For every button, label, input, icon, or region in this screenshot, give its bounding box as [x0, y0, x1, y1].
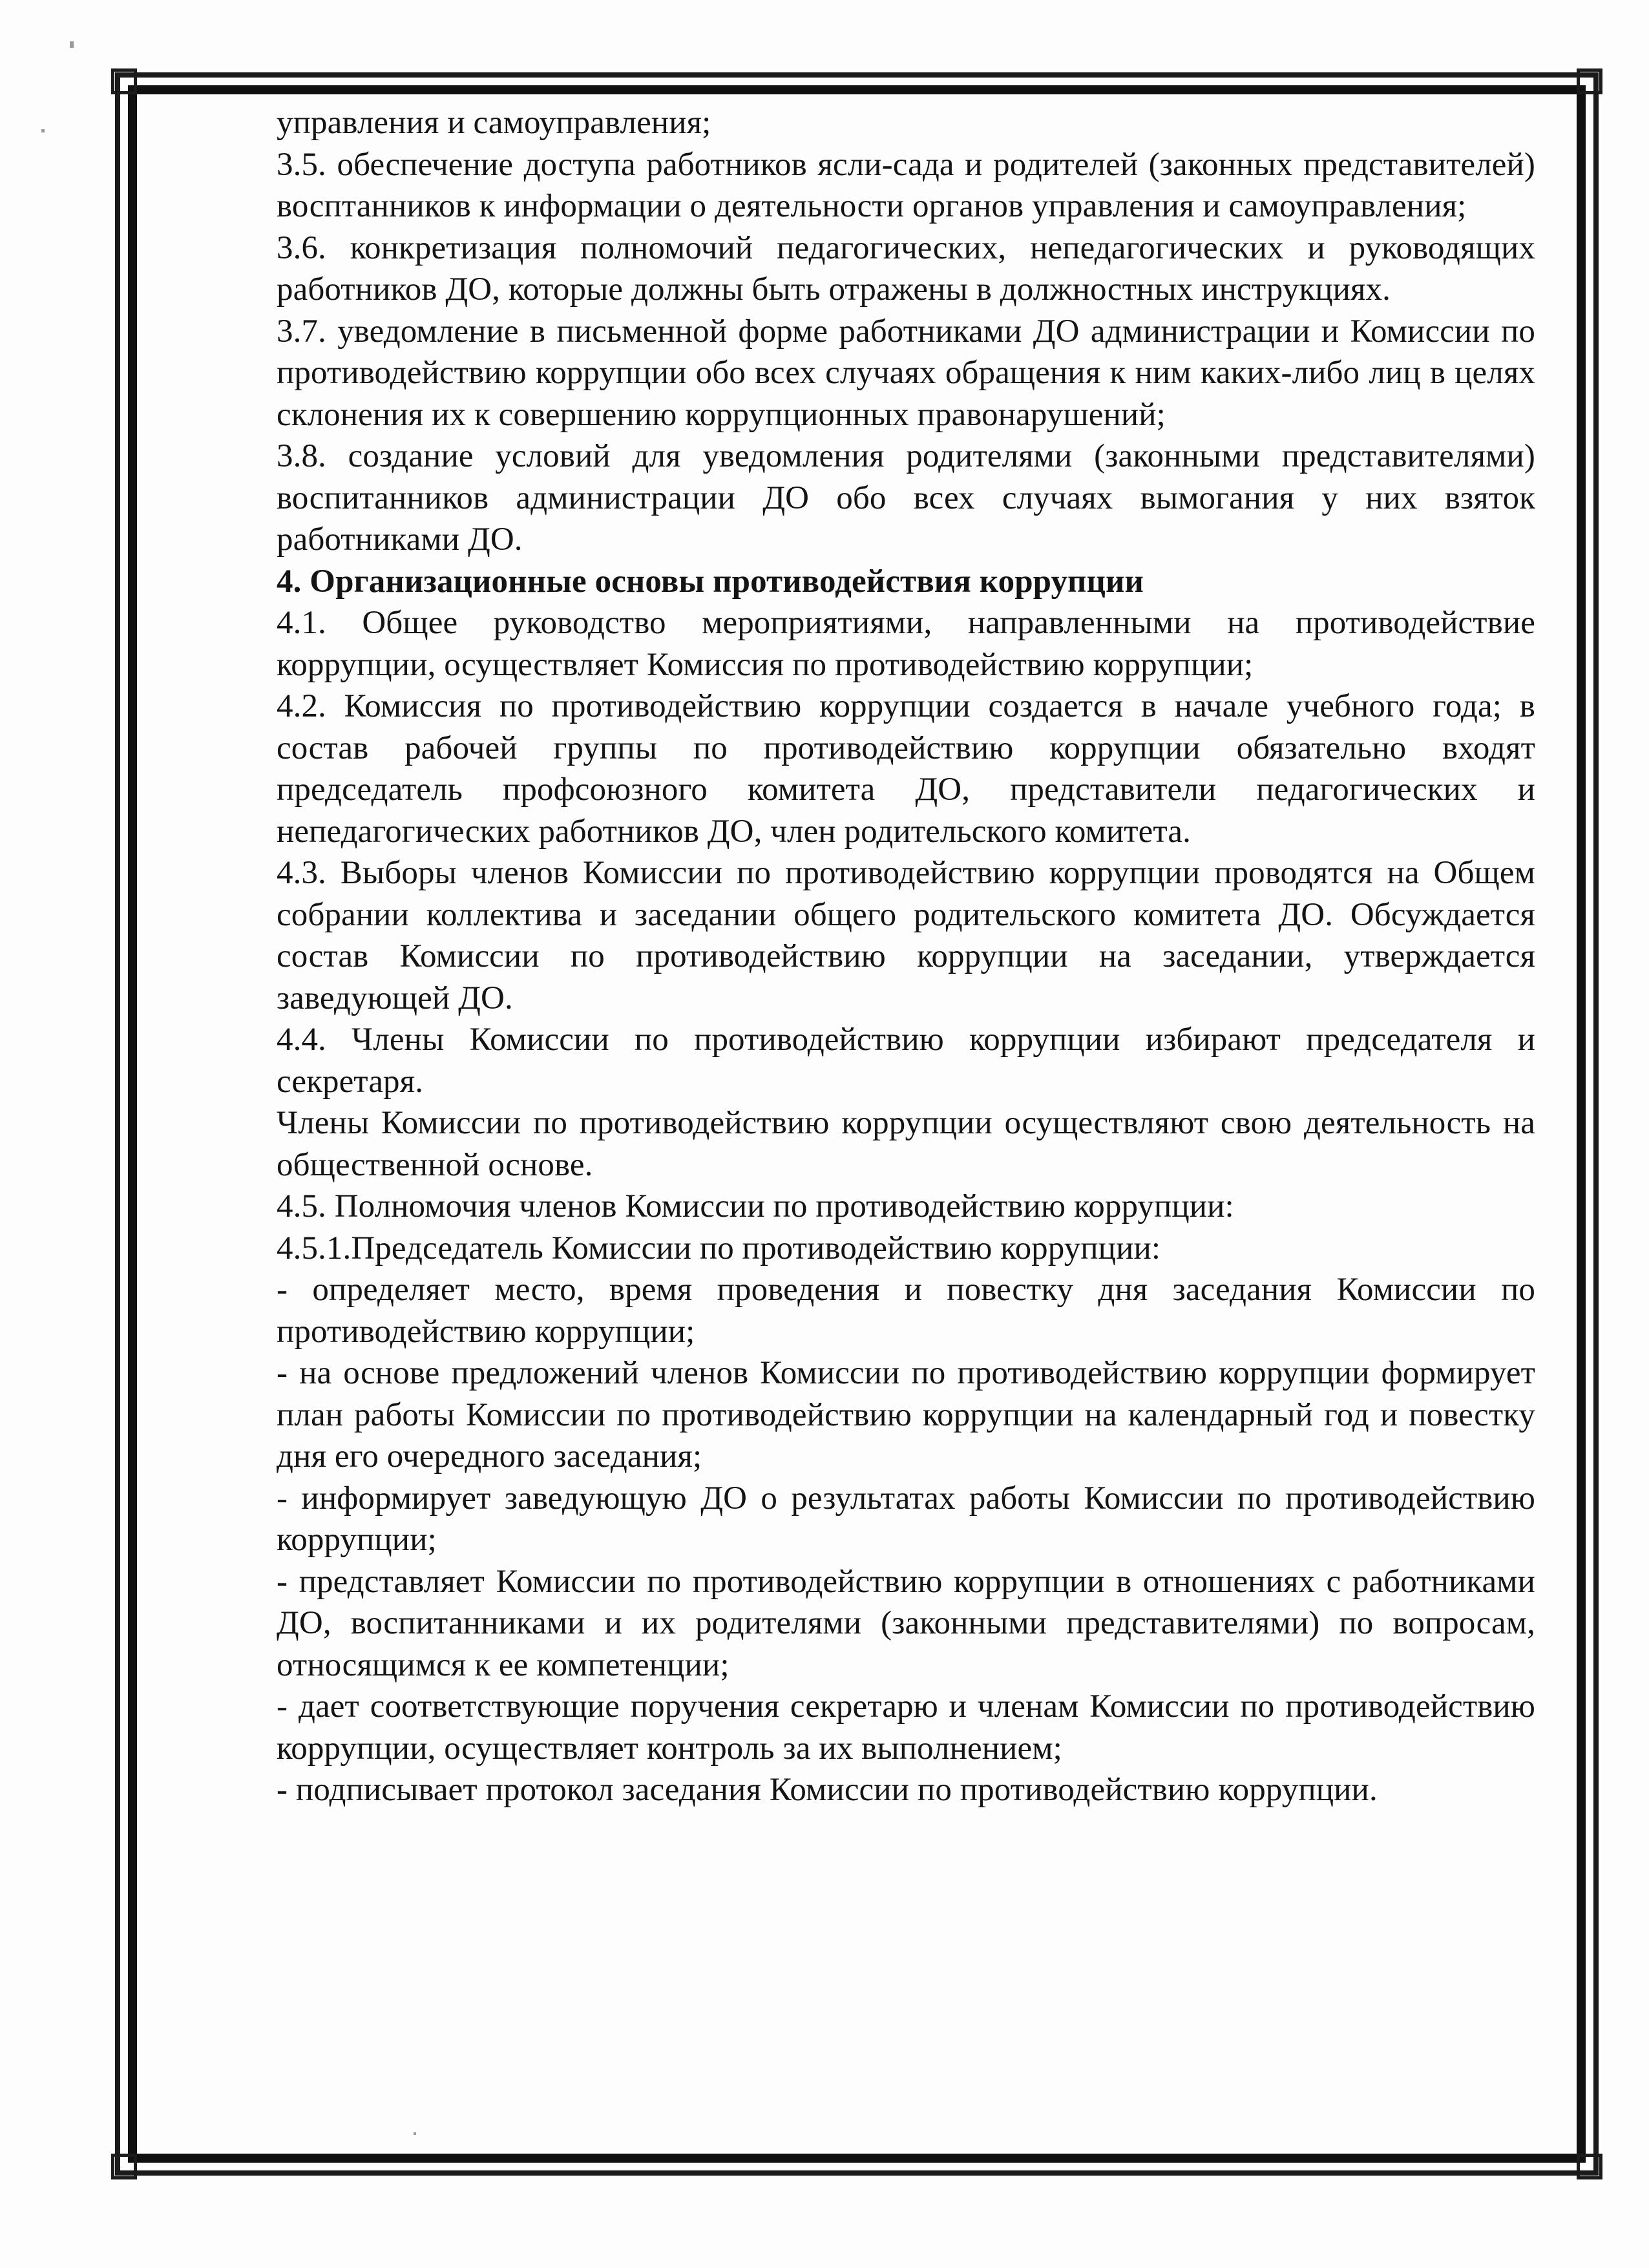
paragraph-3-8: 3.8. создание условий для уведомления родителями (законными представителями) воспитанников администрации ДО обо всех случаях вымогания у них взяток работниками ДО. [277, 438, 1535, 558]
paragraph-4-4-continued: Члены Комиссии по противодействию коррупции осуществляют свою деятельность на общественной основе. [277, 1105, 1535, 1183]
border-corner-ornament [111, 2154, 137, 2179]
scan-speck [41, 129, 45, 132]
border-corner-ornament [1577, 2154, 1602, 2179]
paragraph-4-5-1: 4.5.1.Председатель Комиссии по противодействию коррупции: [277, 1230, 1161, 1266]
paragraph-4-4: 4.4. Члены Комиссии по противодействию коррупции избирают председателя и секретаря. [277, 1022, 1535, 1100]
paragraph-4-3: 4.3. Выборы членов Комиссии по противодействию коррупции проводятся на Общем собрании коллектива и заседании общего родительского комитета ДО. Обсуждается состав Комиссии по противодействию коррупции на заседании, утверждается заведующей ДО. [277, 855, 1535, 1016]
document-body [277, 102, 1535, 1811]
border-corner-ornament [1577, 68, 1602, 94]
list-item: - информирует заведующую ДО о результатах работы Комиссии по противодействию коррупции; [277, 1480, 1535, 1558]
paragraph-4-1: 4.1. Общее руководство мероприятиями, направленными на противодействие коррупции, осуществляет Комиссия по противодействию коррупции; [277, 605, 1535, 683]
section-heading: 4. Организационные основы противодействия коррупции [277, 563, 1144, 600]
paragraph-4-2: 4.2. Комиссия по противодействию коррупции создается в начале учебного года; в состав рабочей группы по противодействию коррупции обязательно входят председатель профсоюзного комитета ДО, представители педагогических и непедагогических работников ДО, член родительского комитета. [277, 688, 1535, 850]
paragraph-3-5: 3.5. обеспечение доступа работников ясли-сада и родителей (законных представителей) восптанников к информации о деятельности органов управления и самоуправления; [277, 146, 1535, 224]
border-corner-ornament [111, 68, 137, 94]
list-item: - подписывает протокол заседания Комиссии по противодействию коррупции. [277, 1772, 1378, 1808]
list-item: - представляет Комиссии по противодействию коррупции в отношениях с работниками ДО, воспитанниками и их родителями (законными представителями) по вопросам, относящимся к ее компетенции; [277, 1563, 1535, 1683]
paragraph-3-7: 3.7. уведомление в письменной форме работниками ДО администрации и Комиссии по противодействию коррупции обо всех случаях обращения к ним каких-либо лиц в целях склонения их к совершению коррупционных правонарушений; [277, 313, 1535, 433]
list-item: - дает соответствующие поручения секретарю и членам Комиссии по противодействию коррупции, осуществляет контроль за их выполнением; [277, 1688, 1535, 1767]
paragraph-3-6: 3.6. конкретизация полномочий педагогических, непедагогических и руководящих работников ДО, которые должны быть отражены в должностных инструкциях. [277, 229, 1535, 308]
paragraph-continuation: управления и самоуправления; [277, 105, 711, 141]
paragraph-4-5: 4.5. Полномочия членов Комиссии по противодействию коррупции: [277, 1188, 1234, 1224]
scan-speck [70, 41, 74, 48]
list-item: - определяет место, время проведения и повестку дня заседания Комиссии по противодействию коррупции; [277, 1272, 1535, 1350]
list-item: - на основе предложений членов Комиссии по противодействию коррупции формирует план работы Комиссии по противодействию коррупции на календарный год и повестку дня его очередного заседания; [277, 1355, 1535, 1475]
